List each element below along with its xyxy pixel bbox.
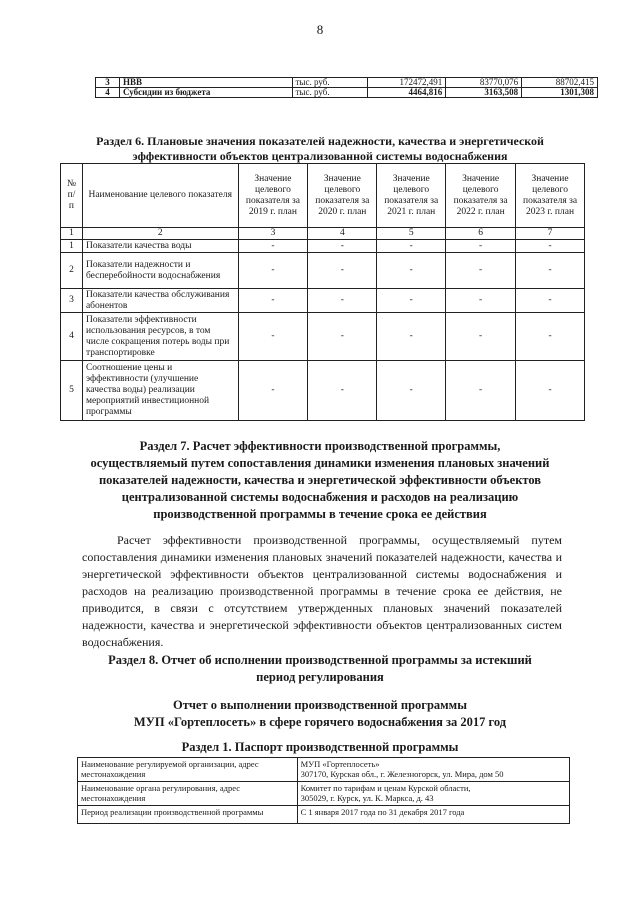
section-7-heading [70, 438, 570, 523]
report-title [80, 697, 560, 731]
row-value-2: 3163,508 [446, 88, 522, 98]
header-2020: Значение целевого показателя за 2020 г. план [308, 164, 377, 228]
value-cell: - [446, 289, 516, 313]
col-number: 6 [446, 228, 516, 240]
value-cell: - [446, 240, 516, 253]
col-number: 5 [377, 228, 446, 240]
value-cell: - [377, 361, 446, 421]
row-number: 1 [61, 240, 83, 253]
header-2023: Значение целевого показателя за 2023 г. план [516, 164, 585, 228]
passport-heading: Раздел 1. Паспорт производственной программы [181, 740, 459, 754]
section-8-heading [95, 652, 545, 686]
heading-line: осуществляемый путем сопоставления динамики изменения плановых значений [90, 456, 550, 470]
row-number: 4 [96, 88, 120, 98]
row-name: Показатели качества обслуживания абонентов [82, 289, 238, 313]
heading-line: Раздел 8. Отчет об исполнении производственной программы за истекший [108, 653, 532, 667]
table-row [78, 806, 570, 824]
heading-line: МУП «Гортеплосеть» в сфере горячего водоснабжения за 2017 год [133, 715, 507, 729]
table-row [61, 253, 585, 289]
value-line: Комитет по тарифам и ценам Курской области, [300, 783, 471, 793]
value-cell: - [516, 361, 585, 421]
table-row [61, 289, 585, 313]
header-2022: Значение целевого показателя за 2022 г. план [446, 164, 516, 228]
row-name: НВВ [119, 78, 292, 88]
value-cell: - [308, 240, 377, 253]
table-row [61, 240, 585, 253]
row-name: Соотношение цены и эффективности (улучшение качества воды) реализации мероприятий инвестиционной программы [82, 361, 238, 421]
row-name: Показатели надежности и бесперебойности водоснабжения [82, 253, 238, 289]
value-cell: - [238, 361, 308, 421]
col-number: 1 [61, 228, 83, 240]
value-cell: - [238, 240, 308, 253]
section-6-heading [70, 134, 570, 164]
section-7-paragraph: Расчет эффективности производственной программы, осуществляемый путем сопоставления динамики изменения плановых значений показателей надежности, качества и энергетической эффективности объектов централизованной системы водоснабжения и расходов на реализацию производственной программы в течение срока ее действия, не приводится, в связи с отсутствием утвержденных плановых значений показателей надежности, качества и энергетической эффективности объектов централизованных систем водоснабжения. [82, 533, 562, 649]
col-number: 4 [308, 228, 377, 240]
row-unit: тыс. руб. [292, 88, 368, 98]
budget-table [95, 77, 598, 98]
row-unit: тыс. руб. [292, 78, 368, 88]
table-row [78, 782, 570, 806]
row-number: 3 [96, 78, 120, 88]
heading-line: эффективности объектов централизованной системы водоснабжения [132, 149, 508, 163]
value-cell: - [238, 313, 308, 361]
header-2019: Значение целевого показателя за 2019 г. план [238, 164, 308, 228]
heading-line: Раздел 7. Расчет эффективности производственной программы, [139, 439, 501, 453]
value-cell: - [377, 289, 446, 313]
column-number-row [61, 228, 585, 240]
value-line: 305029, г. Курск, ул. К. Маркса, д. 43 [300, 793, 434, 803]
table-row [78, 758, 570, 782]
row-name: Показатели эффективности использования ресурсов, в том числе сокращения потерь воды при транспортировке [82, 313, 238, 361]
row-number: 5 [61, 361, 83, 421]
row-value-2: 83770,076 [446, 78, 522, 88]
value-cell: - [516, 313, 585, 361]
value-cell: - [238, 289, 308, 313]
header-num: № п/ п [61, 164, 83, 228]
value-cell: - [516, 253, 585, 289]
value-cell: - [308, 289, 377, 313]
value-cell: - [446, 253, 516, 289]
heading-line: период регулирования [256, 670, 384, 684]
heading-line: производственной программы в течение срока ее действия [153, 507, 487, 521]
value-line: 307170, Курская обл., г. Железногорск, ул. Мира, дом 50 [300, 769, 504, 779]
row-name: Субсидии из бюджета [119, 88, 292, 98]
heading-line: показателей надежности, качества и энергетической эффективности объектов [98, 473, 542, 487]
value-cell: - [308, 361, 377, 421]
passport-label: Наименование регулируемой организации, адрес местонахождения [78, 758, 298, 782]
page-number: 8 [316, 22, 324, 37]
row-value-1: 172472,491 [368, 78, 446, 88]
heading-line: Отчет о выполнении производственной программы [173, 698, 467, 712]
value-cell: - [238, 253, 308, 289]
col-number: 3 [238, 228, 308, 240]
row-number: 2 [61, 253, 83, 289]
header-name: Наименование целевого показателя [82, 164, 238, 228]
value-cell: - [516, 240, 585, 253]
row-value-3: 88702,415 [522, 78, 598, 88]
row-value-3: 1301,308 [522, 88, 598, 98]
passport-value [297, 806, 569, 824]
passport-label: Период реализации производственной программы [78, 806, 298, 824]
table-row [61, 313, 585, 361]
value-cell: - [516, 289, 585, 313]
col-number: 7 [516, 228, 585, 240]
passport-value [297, 782, 569, 806]
row-name: Показатели качества воды [82, 240, 238, 253]
col-number: 2 [82, 228, 238, 240]
value-cell: - [377, 313, 446, 361]
header-2021: Значение целевого показателя за 2021 г. план [377, 164, 446, 228]
table-row [96, 88, 598, 98]
target-indicators-table [60, 163, 585, 421]
value-cell: - [377, 253, 446, 289]
table-header-row [61, 164, 585, 228]
table-row [61, 361, 585, 421]
value-cell: - [308, 313, 377, 361]
value-line: МУП «Гортеплосеть» [300, 759, 380, 769]
value-cell: - [446, 313, 516, 361]
value-cell: - [377, 240, 446, 253]
passport-label: Наименование органа регулирования, адрес местонахождения [78, 782, 298, 806]
heading-line: централизованной системы водоснабжения и расходов на реализацию [121, 490, 519, 504]
row-number: 4 [61, 313, 83, 361]
row-value-1: 4464,816 [368, 88, 446, 98]
passport-value [297, 758, 569, 782]
passport-table [77, 757, 570, 824]
value-cell: - [308, 253, 377, 289]
value-line: С 1 января 2017 года по 31 декабря 2017 года [300, 807, 465, 817]
value-cell: - [446, 361, 516, 421]
heading-line: Раздел 6. Плановые значения показателей надежности, качества и энергетической [96, 134, 544, 148]
table-row [96, 78, 598, 88]
row-number: 3 [61, 289, 83, 313]
